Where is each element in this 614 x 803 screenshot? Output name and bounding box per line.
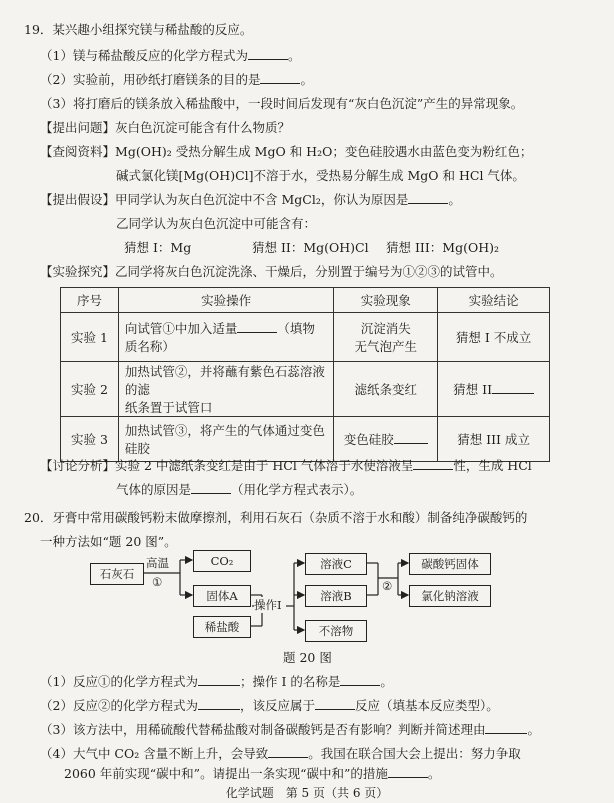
q20-stem-line2: 一种方法如“题 20 图”。 <box>40 534 177 549</box>
box-nacl-solution: 氯化钠溶液 <box>409 585 491 607</box>
guess-2: 猜想 II：Mg(OH)Cl <box>252 240 369 255</box>
answer-blank <box>340 685 380 686</box>
section-text: 性，生成 HCl <box>453 458 532 473</box>
phenomenon-line: 无气泡产生 <box>354 339 418 354</box>
q20-part2-text: ，该反应属于 <box>239 698 315 713</box>
table-cell-id: 实验 3 <box>61 417 119 462</box>
q20-part2-text: （2）反应②的化学方程式为 <box>40 698 198 713</box>
q20-part4-text: 2060 年前实现“碳中和”。请提出一条实现“碳中和”的措施 <box>64 766 388 781</box>
q19-part2: （2）实验前，用砂纸打磨镁条的目的是 。 <box>40 72 313 87</box>
q20-part4-line1 <box>40 746 521 762</box>
box-caco3-solid: 碳酸钙固体 <box>409 553 491 575</box>
table-header: 序号 <box>61 288 119 313</box>
q19-part2-text: （2）实验前，用砂纸打磨镁条的目的是 <box>40 72 261 87</box>
answer-blank <box>485 733 527 734</box>
section-text: （用化学方程式表示）。 <box>231 482 363 497</box>
answer-blank <box>315 709 355 710</box>
section-text: 气体的原因是 <box>116 482 192 497</box>
q20-part1-text: ；操作 I 的名称是 <box>239 674 341 689</box>
section-text: 灰白色沉淀可能含有什么物质？ <box>115 120 291 135</box>
section-tag: 【提出问题】 <box>40 120 116 135</box>
q19-part1: （1）镁与稀盐酸反应的化学方程式为 。 <box>40 48 301 63</box>
section-text: Mg(OH)₂ 受热分解生成 MgO 和 H₂O；变色硅胶遇水由蓝色变为粉红色； <box>115 144 533 159</box>
section-tag: 【查阅资料】 <box>40 144 116 159</box>
box-solid-a: 固体A <box>193 585 251 607</box>
op-text: 纸条置于试管口 <box>124 400 213 415</box>
q19-hypothesis-line1: 【提出假设】甲同学认为灰白色沉淀中不含 MgCl₂，你认为原因是 。 <box>40 192 461 207</box>
q19-hypothesis-line2: 乙同学认为灰白色沉淀中可能含有： <box>116 216 317 231</box>
table-cell-conclusion: 猜想 I 不成立 <box>438 313 550 362</box>
table-cell-id: 实验 1 <box>61 313 119 362</box>
q20-part2-text: 反应（填基本反应类型）。 <box>354 698 499 713</box>
q19-stem: 19．某兴趣小组探究镁与稀盐酸的反应。 <box>24 22 253 37</box>
table-header: 实验现象 <box>334 288 438 313</box>
page-footer: 化学试题 第 5 页（共 6 页） <box>225 786 389 800</box>
answer-blank <box>198 685 240 686</box>
guess-3: 猜想 III：Mg(OH)₂ <box>386 240 500 255</box>
op-text: 向试管①中加入适量 <box>124 321 238 336</box>
q19-part1-text: （1）镁与稀盐酸反应的化学方程式为 <box>40 48 248 63</box>
section-tag: 【提出假设】 <box>40 192 116 207</box>
q20-part3: （3）该方法中，用稀硫酸代替稀盐酸对制备碳酸钙是否有影响？判断并简述理由 。 <box>40 722 540 737</box>
q19-info-line2: 碱式氯化镁[Mg(OH)Cl]不溶于水，受热易分解生成 MgO 和 HCl 气体。 <box>116 168 525 183</box>
answer-blank <box>388 777 428 778</box>
table-header: 实验结论 <box>438 288 550 313</box>
q20-stem-line1: 20．牙膏中常用碳酸钙粉末做摩擦剂，利用石灰石（杂质不溶于水和酸）制备纯净碳酸钙的 <box>24 510 528 525</box>
q19-part3: （3）将打磨后的镁条放入稀盐酸中，一段时间后发现有“灰白色沉淀”产生的异常现象。 <box>40 96 524 111</box>
section-text: 实验 2 中滤纸条变红是由于 HCl 气体溶于水使溶液呈 <box>115 458 414 473</box>
answer-blank <box>268 757 308 758</box>
q20-part4-text: 。我国在联合国大会上提出：努力争取 <box>308 746 521 761</box>
phenomenon-text: 变色硅胶 <box>343 432 394 447</box>
section-text: 甲同学认为灰白色沉淀中不含 MgCl₂，你认为原因是 <box>115 192 409 207</box>
q20-part4-text: （4）大气中 CO₂ 含量不断上升，会导致 <box>40 746 269 761</box>
section-tag: 【实验探究】 <box>40 264 116 279</box>
q20-part4-line2: 2060 年前实现“碳中和”。请提出一条实现“碳中和”的措施 。 <box>64 766 441 781</box>
box-dilute-hcl: 稀盐酸 <box>193 616 251 638</box>
label-step2: ② <box>382 579 393 593</box>
box-co2: CO₂ <box>193 550 251 572</box>
q20-part1: （1）反应①的化学方程式为 ；操作 I 的名称是 。 <box>40 674 393 689</box>
table-cell-phenomenon: 滤纸条变红 <box>334 362 438 417</box>
box-limestone: 石灰石 <box>90 563 144 585</box>
label-operation-1: 操作I <box>254 598 282 612</box>
op-text: 加热试管②，并将蘸有紫色石蕊溶液的滤 <box>124 364 325 397</box>
phenomenon-line: 沉淀消失 <box>360 321 411 336</box>
q20-part1-text: （1）反应①的化学方程式为 <box>40 674 198 689</box>
figure-caption: 题 20 图 <box>283 650 332 665</box>
label-step1: ① <box>152 575 163 589</box>
q20-part2 <box>40 698 499 714</box>
q20-part3-text: （3）该方法中，用稀硫酸代替稀盐酸对制备碳酸钙是否有影响？判断并简述理由 <box>40 722 486 737</box>
box-solution-b: 溶液B <box>305 585 367 607</box>
table-cell-id: 实验 2 <box>61 362 119 417</box>
label-high-temp: 高温 <box>146 556 169 570</box>
box-insoluble: 不溶物 <box>305 620 367 642</box>
op-text: （填物质名称） <box>124 321 315 354</box>
box-solution-c: 溶液C <box>305 553 367 575</box>
table-header: 实验操作 <box>118 288 333 313</box>
guess-1: 猜想 I：Mg <box>124 240 192 255</box>
table-cell-operation: 加热试管③，将产生的气体通过变色硅胶 <box>118 417 333 462</box>
section-tag: 【讨论分析】 <box>40 458 116 473</box>
answer-blank <box>198 709 240 710</box>
table-cell-conclusion: 猜想 III 成立 <box>438 417 550 462</box>
section-text: 乙同学将灰白色沉淀洗涤、干燥后，分别置于编号为①②③的试管中。 <box>115 264 503 279</box>
conclusion-text: 猜想 II <box>453 382 493 397</box>
